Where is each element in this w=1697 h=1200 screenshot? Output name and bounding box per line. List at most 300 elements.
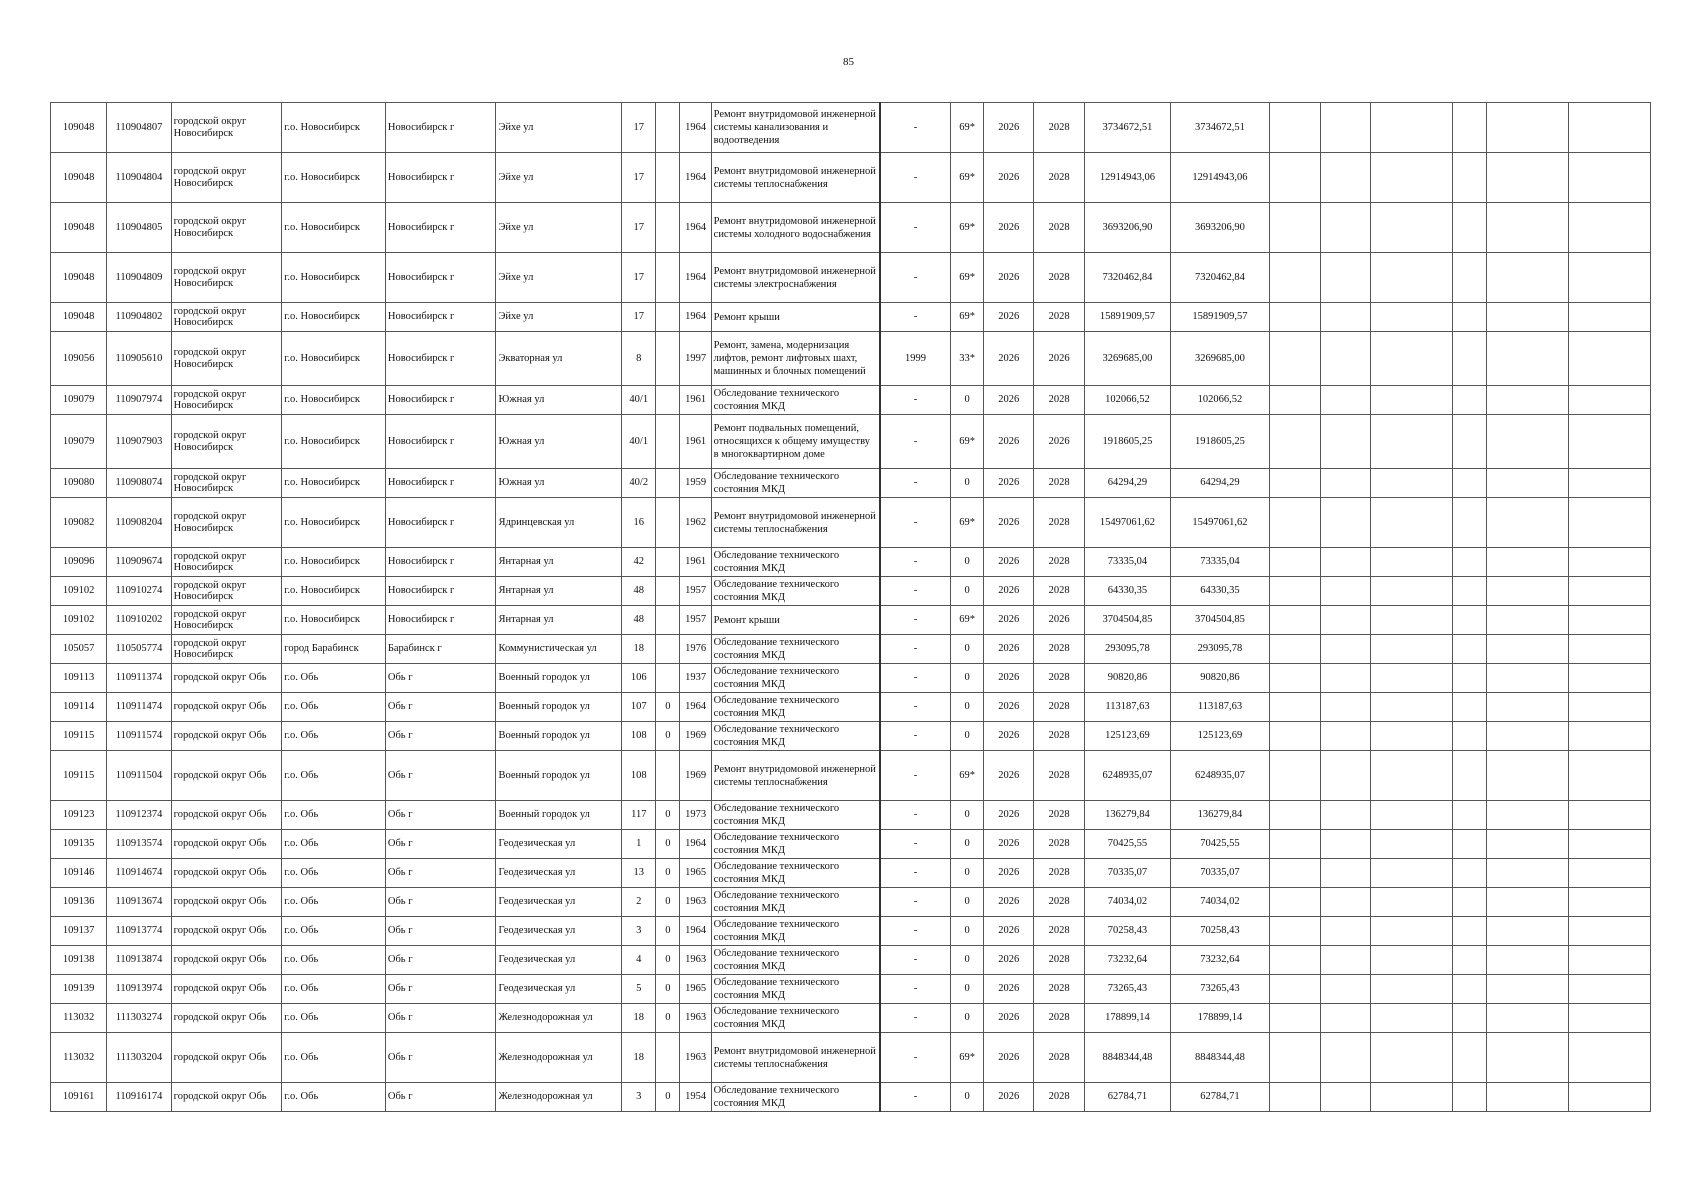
cell-house: 40/1 [622,415,656,469]
cell-street: Военный городок ул [496,751,622,801]
cell-code: 110908204 [107,498,171,548]
cell-empty [1321,386,1371,415]
cell-district: городской округ Новосибирск [171,153,282,203]
cell-empty [1371,386,1452,415]
cell-city: Обь г [385,1033,496,1083]
cell-year-start: 2026 [984,801,1034,830]
table-row [51,203,1651,253]
cell-district: городской округ Обь [171,1004,282,1033]
cell-year-built: 1964 [680,303,711,332]
cell-city: Обь г [385,859,496,888]
cell-empty [1321,577,1371,606]
cell-district: городской округ Новосибирск [171,469,282,498]
cell-year-start: 2026 [984,751,1034,801]
cell-municipality: г.о. Новосибирск [282,386,386,415]
cell-cost-fund: 12914943,06 [1171,153,1270,203]
cell-house: 17 [622,153,656,203]
cell-empty [1269,203,1320,253]
cell-year-built: 1964 [680,153,711,203]
cell-wear: 69* [950,203,983,253]
cell-cost-fund: 74034,02 [1171,888,1270,917]
cell-code: 110910274 [107,577,171,606]
cell-city: Новосибирск г [385,577,496,606]
cell-empty [1486,1033,1568,1083]
cell-city: Обь г [385,946,496,975]
cell-empty [1321,917,1371,946]
cell-year-end: 2028 [1034,693,1084,722]
cell-empty [1569,469,1651,498]
cell-code: 110913874 [107,946,171,975]
cell-empty [1452,946,1486,975]
cell-empty [1371,693,1452,722]
cell-street: Эйхе ул [496,103,622,153]
table-row [51,975,1651,1004]
cell-house: 1 [622,830,656,859]
cell-empty [1269,253,1320,303]
cell-cost-total: 125123,69 [1084,722,1170,751]
cell-city: Новосибирск г [385,303,496,332]
cell-empty [1569,253,1651,303]
cell-cost-fund: 125123,69 [1171,722,1270,751]
cell-letter: 0 [656,917,680,946]
cell-cost-fund: 15891909,57 [1171,303,1270,332]
cell-work: Ремонт внутридомовой инженерной системы теплоснабжения [711,498,880,548]
cell-empty [1269,498,1320,548]
cell-empty [1569,498,1651,548]
cell-empty [1371,830,1452,859]
cell-year-built: 1964 [680,693,711,722]
cell-year-start: 2026 [984,859,1034,888]
table-row [51,664,1651,693]
cell-district: городской округ Новосибирск [171,103,282,153]
cell-house: 3 [622,1083,656,1112]
cell-cost-total: 70335,07 [1084,859,1170,888]
table-row [51,722,1651,751]
cell-work: Обследование технического состояния МКД [711,548,880,577]
table-row [51,859,1651,888]
cell-letter [656,203,680,253]
cell-empty [1452,548,1486,577]
cell-wear: 0 [950,917,983,946]
cell-empty [1569,386,1651,415]
cell-id: 109146 [51,859,107,888]
cell-cost-fund: 70425,55 [1171,830,1270,859]
cell-district: городской округ Новосибирск [171,635,282,664]
cell-id: 109161 [51,1083,107,1112]
cell-id: 109048 [51,103,107,153]
cell-house: 17 [622,303,656,332]
cell-municipality: г.о. Новосибирск [282,415,386,469]
cell-work: Обследование технического состояния МКД [711,888,880,917]
cell-wear: 0 [950,693,983,722]
cell-year-end: 2028 [1034,917,1084,946]
cell-cost-fund: 70258,43 [1171,917,1270,946]
page-number: 85 [843,56,854,68]
cell-empty [1452,751,1486,801]
cell-city: Новосибирск г [385,498,496,548]
cell-empty [1452,203,1486,253]
cell-year-prev: - [880,103,950,153]
cell-cost-total: 64294,29 [1084,469,1170,498]
cell-year-end: 2028 [1034,498,1084,548]
cell-id: 109136 [51,888,107,917]
cell-year-prev: - [880,975,950,1004]
cell-year-built: 1963 [680,888,711,917]
cell-code: 110904805 [107,203,171,253]
cell-id: 109080 [51,469,107,498]
cell-municipality: г.о. Обь [282,830,386,859]
cell-work: Обследование технического состояния МКД [711,577,880,606]
cell-empty [1269,751,1320,801]
cell-cost-fund: 64294,29 [1171,469,1270,498]
cell-house: 16 [622,498,656,548]
cell-code: 110904809 [107,253,171,303]
cell-empty [1269,103,1320,153]
cell-district: городской округ Обь [171,1083,282,1112]
cell-code: 110913974 [107,975,171,1004]
cell-empty [1452,635,1486,664]
cell-empty [1452,332,1486,386]
cell-municipality: г.о. Обь [282,975,386,1004]
cell-year-built: 1961 [680,386,711,415]
table-row [51,577,1651,606]
cell-letter: 0 [656,859,680,888]
cell-empty [1321,253,1371,303]
cell-street: Железнодорожная ул [496,1004,622,1033]
cell-work: Обследование технического состояния МКД [711,859,880,888]
cell-municipality: г.о. Новосибирск [282,498,386,548]
cell-year-built: 1964 [680,203,711,253]
cell-district: городской округ Новосибирск [171,203,282,253]
cell-empty [1569,859,1651,888]
table-row [51,469,1651,498]
cell-empty [1486,975,1568,1004]
cell-cost-fund: 293095,78 [1171,635,1270,664]
cell-city: Новосибирск г [385,386,496,415]
cell-work: Ремонт внутридомовой инженерной системы теплоснабжения [711,751,880,801]
cell-municipality: г.о. Обь [282,1083,386,1112]
cell-city: Новосибирск г [385,203,496,253]
cell-year-prev: - [880,153,950,203]
cell-year-end: 2026 [1034,332,1084,386]
cell-municipality: г.о. Обь [282,693,386,722]
cell-cost-fund: 73335,04 [1171,548,1270,577]
cell-empty [1452,303,1486,332]
cell-empty [1452,103,1486,153]
cell-year-start: 2026 [984,332,1034,386]
cell-empty [1371,859,1452,888]
cell-empty [1452,1004,1486,1033]
cell-city: Обь г [385,664,496,693]
cell-year-start: 2026 [984,577,1034,606]
cell-year-built: 1969 [680,751,711,801]
table-row [51,917,1651,946]
cell-empty [1486,386,1568,415]
cell-letter [656,386,680,415]
cell-house: 18 [622,1004,656,1033]
cell-street: Геодезическая ул [496,830,622,859]
table-row [51,801,1651,830]
cell-empty [1486,801,1568,830]
cell-cost-total: 6248935,07 [1084,751,1170,801]
cell-letter [656,664,680,693]
cell-district: городской округ Обь [171,859,282,888]
cell-empty [1321,664,1371,693]
cell-year-end: 2028 [1034,469,1084,498]
cell-year-prev: - [880,498,950,548]
cell-year-start: 2026 [984,386,1034,415]
cell-code: 110910202 [107,606,171,635]
cell-year-end: 2028 [1034,203,1084,253]
cell-house: 108 [622,751,656,801]
cell-street: Военный городок ул [496,664,622,693]
cell-year-prev: 1999 [880,332,950,386]
cell-cost-total: 73265,43 [1084,975,1170,1004]
cell-letter [656,635,680,664]
cell-empty [1486,415,1568,469]
cell-id: 109115 [51,722,107,751]
cell-work: Ремонт внутридомовой инженерной системы электроснабжения [711,253,880,303]
cell-year-start: 2026 [984,469,1034,498]
cell-year-end: 2028 [1034,153,1084,203]
cell-letter [656,303,680,332]
cell-work: Ремонт подвальных помещений, относящихся к общему имуществу в многоквартирном доме [711,415,880,469]
cell-id: 109048 [51,253,107,303]
cell-street: Военный городок ул [496,722,622,751]
cell-empty [1321,469,1371,498]
cell-empty [1486,693,1568,722]
cell-code: 110908074 [107,469,171,498]
cell-city: Новосибирск г [385,332,496,386]
cell-empty [1269,548,1320,577]
cell-house: 42 [622,548,656,577]
cell-district: городской округ Новосибирск [171,386,282,415]
cell-wear: 0 [950,1083,983,1112]
cell-house: 107 [622,693,656,722]
cell-empty [1321,203,1371,253]
cell-empty [1321,1004,1371,1033]
cell-empty [1569,606,1651,635]
cell-empty [1371,303,1452,332]
table-row [51,153,1651,203]
cell-municipality: г.о. Обь [282,751,386,801]
cell-wear: 0 [950,975,983,1004]
cell-year-end: 2028 [1034,577,1084,606]
cell-empty [1569,946,1651,975]
cell-year-prev: - [880,801,950,830]
cell-year-end: 2028 [1034,801,1084,830]
cell-id: 109096 [51,548,107,577]
table-body [51,103,1651,1112]
cell-city: Новосибирск г [385,253,496,303]
cell-city: Новосибирск г [385,153,496,203]
cell-id: 105057 [51,635,107,664]
cell-work: Обследование технического состояния МКД [711,1083,880,1112]
cell-empty [1321,946,1371,975]
cell-year-start: 2026 [984,975,1034,1004]
cell-district: городской округ Обь [171,801,282,830]
cell-street: Эйхе ул [496,203,622,253]
cell-year-prev: - [880,917,950,946]
cell-code: 110505774 [107,635,171,664]
cell-id: 109056 [51,332,107,386]
cell-cost-fund: 62784,71 [1171,1083,1270,1112]
cell-wear: 0 [950,801,983,830]
cell-empty [1269,975,1320,1004]
cell-work: Обследование технического состояния МКД [711,801,880,830]
cell-id: 109115 [51,751,107,801]
cell-house: 48 [622,577,656,606]
cell-work: Ремонт внутридомовой инженерной системы канализования и водоотведения [711,103,880,153]
cell-street: Геодезическая ул [496,975,622,1004]
cell-id: 109123 [51,801,107,830]
cell-city: Обь г [385,693,496,722]
cell-code: 110909674 [107,548,171,577]
cell-year-end: 2028 [1034,975,1084,1004]
cell-empty [1486,946,1568,975]
cell-empty [1321,888,1371,917]
cell-letter [656,253,680,303]
cell-empty [1452,917,1486,946]
cell-year-prev: - [880,203,950,253]
cell-house: 48 [622,606,656,635]
cell-empty [1371,801,1452,830]
cell-street: Янтарная ул [496,606,622,635]
cell-empty [1452,859,1486,888]
cell-empty [1321,801,1371,830]
cell-district: городской округ Обь [171,830,282,859]
cell-year-end: 2028 [1034,946,1084,975]
cell-empty [1452,606,1486,635]
cell-cost-fund: 3734672,51 [1171,103,1270,153]
cell-city: Обь г [385,1083,496,1112]
cell-empty [1371,635,1452,664]
cell-wear: 69* [950,103,983,153]
cell-empty [1371,577,1452,606]
cell-empty [1371,1033,1452,1083]
cell-year-prev: - [880,664,950,693]
cell-year-prev: - [880,469,950,498]
cell-empty [1269,664,1320,693]
cell-street: Геодезическая ул [496,917,622,946]
cell-empty [1452,975,1486,1004]
cell-district: городской округ Обь [171,917,282,946]
cell-empty [1569,693,1651,722]
cell-work: Обследование технического состояния МКД [711,635,880,664]
table-row [51,751,1651,801]
table-row [51,386,1651,415]
cell-district: городской округ Обь [171,1033,282,1083]
cell-house: 2 [622,888,656,917]
cell-municipality: город Барабинск [282,635,386,664]
cell-street: Янтарная ул [496,577,622,606]
cell-cost-fund: 64330,35 [1171,577,1270,606]
cell-empty [1486,332,1568,386]
cell-code: 110911374 [107,664,171,693]
cell-street: Железнодорожная ул [496,1033,622,1083]
cell-empty [1452,888,1486,917]
cell-cost-fund: 136279,84 [1171,801,1270,830]
cell-empty [1569,203,1651,253]
cell-year-start: 2026 [984,153,1034,203]
cell-house: 18 [622,635,656,664]
table-row [51,1004,1651,1033]
cell-empty [1486,153,1568,203]
cell-empty [1269,153,1320,203]
cell-empty [1371,415,1452,469]
cell-letter [656,606,680,635]
cell-municipality: г.о. Новосибирск [282,253,386,303]
cell-year-end: 2028 [1034,722,1084,751]
cell-year-start: 2026 [984,548,1034,577]
cell-code: 110914674 [107,859,171,888]
cell-empty [1371,664,1452,693]
cell-district: городской округ Обь [171,946,282,975]
cell-cost-total: 62784,71 [1084,1083,1170,1112]
cell-street: Янтарная ул [496,548,622,577]
cell-district: городской округ Новосибирск [171,332,282,386]
cell-empty [1269,946,1320,975]
cell-empty [1452,801,1486,830]
cell-year-built: 1963 [680,1004,711,1033]
cell-municipality: г.о. Новосибирск [282,548,386,577]
cell-street: Ядринцевская ул [496,498,622,548]
cell-house: 17 [622,253,656,303]
cell-empty [1371,946,1452,975]
cell-municipality: г.о. Обь [282,722,386,751]
cell-municipality: г.о. Обь [282,946,386,975]
cell-id: 109048 [51,303,107,332]
cell-code: 110912374 [107,801,171,830]
cell-empty [1569,664,1651,693]
cell-cost-total: 12914943,06 [1084,153,1170,203]
cell-year-end: 2028 [1034,253,1084,303]
cell-empty [1569,332,1651,386]
cell-house: 18 [622,1033,656,1083]
cell-wear: 69* [950,751,983,801]
cell-house: 13 [622,859,656,888]
cell-empty [1486,830,1568,859]
cell-id: 109048 [51,203,107,253]
cell-district: городской округ Новосибирск [171,606,282,635]
cell-empty [1452,469,1486,498]
cell-id: 109137 [51,917,107,946]
cell-work: Ремонт внутридомовой инженерной системы теплоснабжения [711,1033,880,1083]
cell-wear: 33* [950,332,983,386]
cell-year-start: 2026 [984,1004,1034,1033]
cell-id: 109079 [51,386,107,415]
cell-work: Ремонт, замена, модернизация лифтов, ремонт лифтовых шахт, машинных и блочных помещений [711,332,880,386]
cell-year-end: 2028 [1034,1004,1084,1033]
cell-empty [1371,1083,1452,1112]
cell-year-end: 2028 [1034,664,1084,693]
cell-year-prev: - [880,548,950,577]
cell-year-built: 1964 [680,917,711,946]
table-row [51,415,1651,469]
cell-empty [1321,606,1371,635]
cell-cost-total: 3734672,51 [1084,103,1170,153]
cell-year-prev: - [880,888,950,917]
cell-empty [1569,751,1651,801]
cell-year-prev: - [880,386,950,415]
cell-street: Южная ул [496,386,622,415]
cell-empty [1371,498,1452,548]
cell-empty [1452,722,1486,751]
cell-district: городской округ Обь [171,888,282,917]
cell-code: 110913574 [107,830,171,859]
cell-cost-fund: 102066,52 [1171,386,1270,415]
cell-cost-fund: 90820,86 [1171,664,1270,693]
